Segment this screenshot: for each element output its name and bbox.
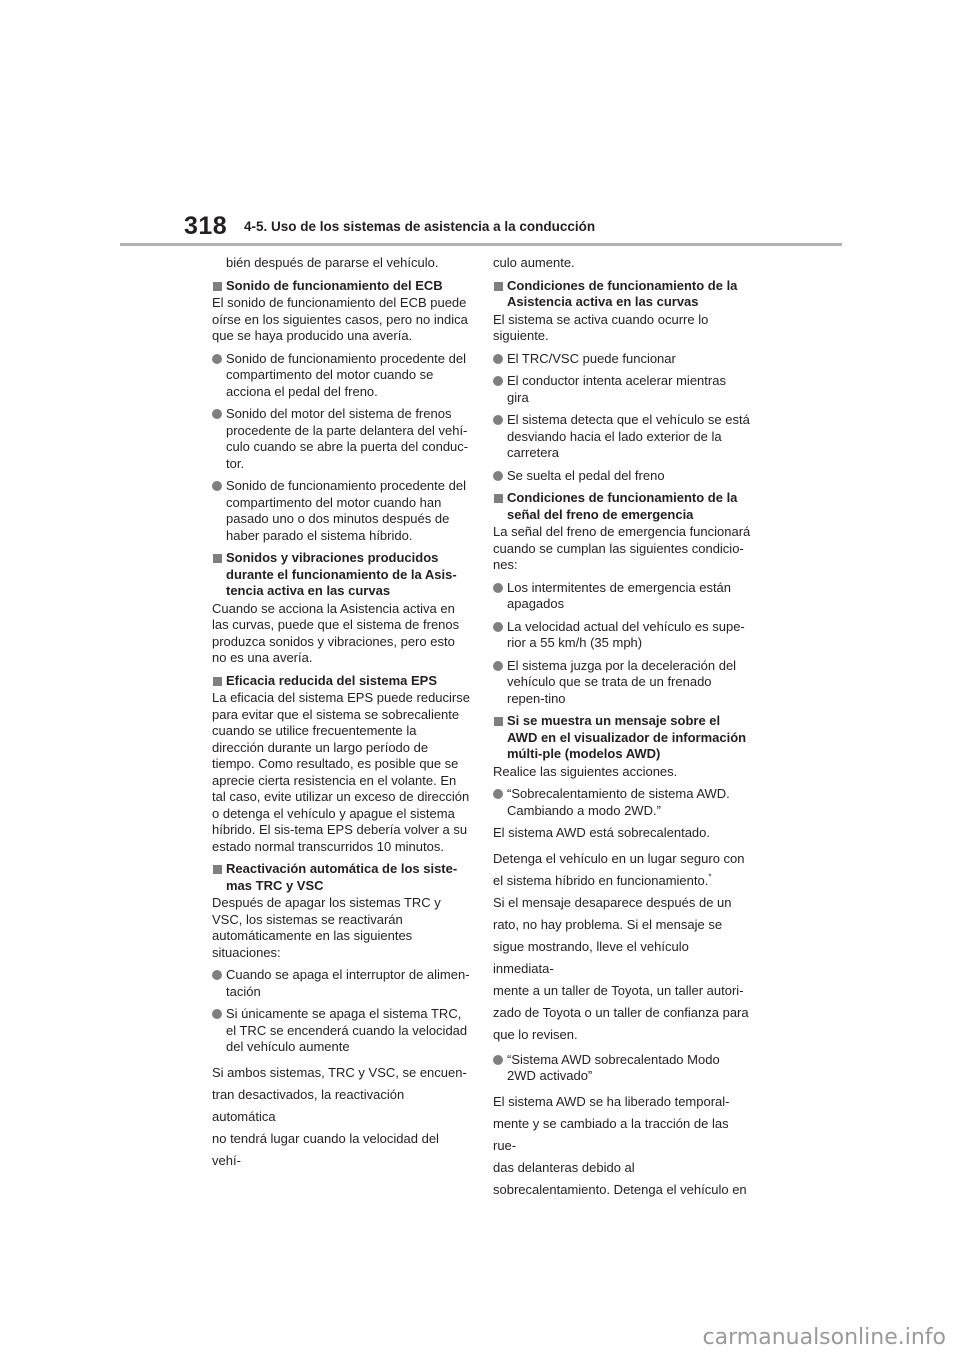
awd-line: el sistema híbrido en funcionamiento.* (493, 872, 712, 888)
awd-line: sobrecalentamiento. Detenga el vehículo en (493, 1181, 747, 1197)
square-bullet-icon (494, 282, 503, 291)
list-item: La velocidad actual del vehículo es supe-rior a 55 km/h (35 mph) (493, 619, 751, 652)
square-bullet-icon (213, 865, 222, 874)
tail-line: tran desactivados, la reactivación automática (212, 1086, 405, 1124)
awd-line: sigue mostrando, lleve el vehículo inmediata- (493, 938, 689, 976)
circle-bullet-icon (212, 409, 222, 419)
circle-bullet-icon (493, 354, 503, 364)
awd-line: rato, no hay problema. Si el mensaje se (493, 916, 723, 932)
awd-line: das delanteras debido al (493, 1159, 635, 1175)
square-bullet-icon (494, 494, 503, 503)
emergency-signal-intro: La señal del freno de emergencia funcionará cuando se cumplan las siguientes condicio-nes: (493, 524, 751, 572)
continued-text: bién después de pararse el vehículo. (226, 255, 439, 270)
reactivation-heading: Reactivación automática de los siste-mas TRC y VSC (212, 861, 470, 894)
circle-bullet-icon (212, 481, 222, 491)
circle-bullet-icon (212, 354, 222, 364)
sounds-vibrations-text: Cuando se acciona la Asistencia activa en las curvas, puede que el sistema de frenos produzca sonidos y vibraciones, pero esto no es una avería. (212, 600, 460, 665)
list-item: El sistema juzga por la deceleración del vehículo que se trata de un frenado repen-tino (493, 658, 751, 708)
reactivation-text: Después de apagar los sistemas TRC y VSC, los sistemas se reactivarán automáticamente en las siguientes situaciones: (212, 895, 441, 960)
emergency-signal-heading: Condiciones de funcionamiento de la señal del freno de emergencia (493, 490, 751, 523)
tail-line: no tendrá lugar cuando la velocidad del vehí- (212, 1130, 439, 1168)
ecb-sound-heading: Sonido de funcionamiento del ECB (212, 278, 470, 295)
awd-line: zado de Toyota o un taller de confianza para (493, 1004, 749, 1020)
square-bullet-icon (213, 554, 222, 563)
list-item: “Sistema AWD sobrecalentado Modo 2WD activado” (493, 1052, 751, 1085)
circle-bullet-icon (212, 1009, 222, 1019)
footnote-mark: * (708, 872, 712, 882)
sounds-vibrations-heading: Sonidos y vibraciones producidos durante el funcionamiento de la Asis-tencia activa en las curvas (212, 550, 470, 600)
square-bullet-icon (213, 282, 222, 291)
list-item: Sonido de funcionamiento procedente del compartimento del motor cuando se acciona el pedal del freno. (212, 351, 470, 401)
awd-line: Si el mensaje desaparece después de un (493, 894, 732, 910)
square-bullet-icon (494, 717, 503, 726)
list-item: Cuando se apaga el interruptor de alimen-tación (212, 967, 470, 1000)
curves-intro: El sistema se activa cuando ocurre lo siguiente. (493, 311, 709, 343)
list-item: Se suelta el pedal del freno (493, 468, 751, 485)
tail-line: Si ambos sistemas, TRC y VSC, se encuen- (212, 1064, 467, 1080)
list-item: Sonido del motor del sistema de frenos procedente de la parte delantera del vehí-culo cuando se abre la puerta del conduc-tor. (212, 406, 470, 472)
eps-text: La eficacia del sistema EPS puede reducirse para evitar que el sistema se sobrecaliente cuando se utilice frecuentemente la dirección durante un largo período de tiempo. Como resultado, es posible que se aprecie cierta resistencia en el volante. En tal caso, evite utilizar un exceso de dirección o detenga el vehículo y apague el sistema híbrido. El sis-tema EPS debería volver a su estado normal transcurridos 10 minutos. (212, 690, 470, 854)
circle-bullet-icon (493, 789, 503, 799)
awd-line: El sistema AWD se ha liberado temporal- (493, 1093, 730, 1109)
circle-bullet-icon (493, 1055, 503, 1065)
list-item: “Sobrecalentamiento de sistema AWD. Cambiando a modo 2WD.” (493, 786, 751, 819)
awd-line: mente a un taller de Toyota, un taller autori- (493, 982, 744, 998)
awd-message-heading: Si se muestra un mensaje sobre el AWD en el visualizador de información múlti-ple (modelos AWD) (493, 713, 751, 763)
list-item: Los intermitentes de emergencia están apagados (493, 580, 751, 613)
awd-overheated-text: El sistema AWD está sobrecalentado. (493, 825, 711, 840)
continued-text: culo aumente. (493, 255, 575, 270)
circle-bullet-icon (212, 970, 222, 980)
left-column (212, 255, 470, 1172)
section-title: 4-5. Uso de los sistemas de asistencia a la conducción (244, 219, 596, 234)
list-item: Si únicamente se apaga el sistema TRC, el TRC se encenderá cuando la velocidad del vehículo aumente (212, 1006, 470, 1056)
header-divider (120, 243, 842, 246)
awd-line: que lo revisen. (493, 1026, 578, 1042)
awd-intro: Realice las siguientes acciones. (493, 763, 678, 779)
right-column (493, 255, 751, 1201)
page-number: 318 (184, 212, 228, 240)
curves-conditions-heading: Condiciones de funcionamiento de la Asistencia activa en las curvas (493, 278, 751, 311)
list-item: El sistema detecta que el vehículo se está desviando hacia el lado exterior de la carretera (493, 412, 751, 462)
circle-bullet-icon (493, 471, 503, 481)
awd-line: Detenga el vehículo en un lugar seguro con (493, 850, 745, 866)
square-bullet-icon (213, 677, 222, 686)
circle-bullet-icon (493, 583, 503, 593)
circle-bullet-icon (493, 622, 503, 632)
watermark: carmanualsonline.info (702, 1325, 946, 1350)
circle-bullet-icon (493, 376, 503, 386)
list-item: El TRC/VSC puede funcionar (493, 351, 751, 368)
circle-bullet-icon (493, 661, 503, 671)
list-item: El conductor intenta acelerar mientras gira (493, 373, 751, 406)
awd-line: mente y se cambiado a la tracción de las rue- (493, 1115, 729, 1153)
ecb-intro: El sonido de funcionamiento del ECB puede oírse en los siguientes casos, pero no indica que se haya producido una avería. (212, 295, 468, 343)
eps-heading: Eficacia reducida del sistema EPS (212, 673, 470, 690)
circle-bullet-icon (493, 415, 503, 425)
list-item: Sonido de funcionamiento procedente del compartimento del motor cuando han pasado uno o dos minutos después de haber parado el sistema híbrido. (212, 478, 470, 544)
